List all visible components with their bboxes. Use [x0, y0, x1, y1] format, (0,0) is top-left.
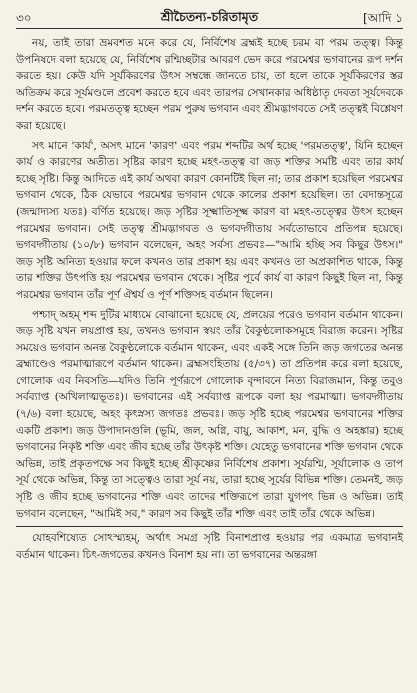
paragraph-4: যোহবশিষ্যেত সোঽস্ম্যহম্, অর্থাৎ সমগ্র সৃষ্টি বিনাশপ্রাপ্ত হওয়ার পর একমাত্র ভগবানই বর্তমান থাকেন। চিৎ-জগতের কখনও বিনাশ হয় না। তা ভগবানের অন্তরঙ্গা: [16, 532, 403, 561]
chapter-label: [আদি ১: [362, 11, 403, 25]
page-header: [16, 6, 403, 29]
page-body: [16, 35, 403, 563]
section-divider: [16, 526, 403, 527]
page-number: ৩০: [16, 11, 32, 25]
book-title: শ্রীচৈতন্য-চরিতামৃত: [160, 9, 259, 24]
paragraph-2: সৎ মানে 'কার্য', অসৎ মানে 'কারণ' এবং পরম শব্দটির অর্থ হচ্ছে 'পরমতত্ত্ব', যিনি হচ্ছেন কার্য ও কারণের অতীত। সৃষ্টির কারণ হচ্ছে মহৎ-তত্ত্ব বা জড় শক্তির সমষ্টি এবং তার কার্য হচ্ছে সৃষ্টি। কিন্তু আদিতে এই কার্য অথবা কারণ কোনটিই ছিল না; তার প্রকাশ হয়েছিল পরমেশ্বর ভগবান থেকে, ঠিক যেভাবে পরমেশ্বর ভগবান থেকে কালের প্রকাশ হয়েছিল। তা বেদান্তসূত্রে (জন্মাদ্যস্য যতঃ) বর্ণিত হয়েছে। জড় সৃষ্টির সূক্ষ্মাতিসূক্ষ্ম কারণ বা মহৎ-তত্ত্বের উৎস হচ্ছেন পরমেশ্বর ভগবান। সেই তত্ত্ব শ্রীমদ্ভাগবত ও ভগবদ্গীতায় সর্বতোভাবে প্রতিপন্ন হয়েছে। ভগবদ্গীতায় (১০/৮) ভগবান বলেছেন, অহং সর্বস্য প্রভবঃ—"আমি হচ্ছি সব কিছুর উৎস।" জড় সৃষ্টি অনিত্য হওয়ার ফলে কখনও তার প্রকাশ হয় এবং কখনও তা অপ্রকাশিত থাকে, কিন্তু তার শক্তির উৎপত্তি হয় পরমেশ্বর ভগবান থেকে। সৃষ্টির পূর্বে কার্য বা কারণ কিছুই ছিল না, কিন্তু পরমেশ্বর ভগবান তাঁর পূর্ণ ঐশ্বর্য ও পূর্ণ শক্তিসহ বর্তমান ছিলেন।: [16, 139, 403, 301]
paragraph-1: নয়, তাই তারা ভ্রমবশত মনে করে যে, নির্বিশেষ ব্রহ্মই হচ্ছে চরম বা পরম তত্ত্ব। কিন্তু উপনিষদে বলা হয়েছে যে, নির্বিশেষ রশ্মিচ্ছটার আবরণ ভেদ করে পরমেশ্বর ভগবানের রূপ দর্শন করতে হয়। কেউ যদি সূর্যকিরণের উৎস সম্বন্ধে জানতে চায়, তা হলে তাকে সূর্যকিরণের স্তর অতিক্রম করে সূর্যমণ্ডলে প্রবেশ করতে হবে এবং তারপর সেখানকার অধিষ্ঠাতৃ দেবতা সূর্যদেবকে দর্শন করতে হবে। পরমতত্ত্ব হচ্ছেন পরম পুরুষ ভগবান এবং শ্রীমদ্ভাগবতে সেই তত্ত্বই বিশ্লেষণ করা হয়েছে।: [16, 37, 403, 132]
paragraph-3: পশ্চাদ্ অহম্ শব্দ দুটির মাধ্যমে বোঝানো হয়েছে যে, প্রলয়ের পরেও ভগবান বর্তমান থাকেন। জড় সৃষ্টি যখন লয়প্রাপ্ত হয়, তখনও ভগবান স্বয়ং তাঁর বৈকুণ্ঠলোকসমূহে বিরাজ করেন। সৃষ্টির সময়েও ভগবান অনন্ত বৈকুণ্ঠলোকে বর্তমান থাকেন, এবং একই সঙ্গে তিনি জড় জগতের অনন্ত ব্রহ্মাণ্ডেও পরমাত্মারূপে বর্তমান থাকেন। ব্রহ্মসংহিতায় (৫/৩৭) তা প্রতিপন্ন করে বলা হয়েছে, গোলোক এব নিবসতি—যদিও তিনি পূর্ণরূপে গোলোক বৃন্দাবনে নিত্য বিরাজমান, কিন্তু তবুও সর্বব্যাপ্ত (অখিলাত্মভূতঃ)। ভগবানের এই সর্বব্যাপ্ত রূপকে বলা হয় পরমাত্মা। ভগবদ্গীতায় (৭/৬) বলা হয়েছে, অহং কৃৎস্নস্য জগতঃ প্রভবঃ। জড় সৃষ্টি হচ্ছে পরমেশ্বর ভগবানের শক্তির একটি প্রকাশ। জড় উপাদানগুলি (ভূমি, জল, অগ্নি, বায়ু, আকাশ, মন, বুদ্ধি ও অহঙ্কার) হচ্ছে ভগবানের নিকৃষ্ট শক্তি এবং জীব হচ্ছে তাঁর উৎকৃষ্ট শক্তি। যেহেতু ভগবানের শক্তি ভগবান থেকে অভিন্ন, তাই প্রকৃতপক্ষে সব কিছুই হচ্ছে শ্রীকৃষ্ণের নির্বিশেষ প্রকাশ। সূর্যরশ্মি, সূর্যালোক ও তাপ সূর্য থেকে অভিন্ন, কিন্তু তা সত্ত্বেও তারা সূর্য নয়, তারা হচ্ছে সূর্যের বিভিন্ন শক্তি। তেমনই, জড় সৃষ্টি ও জীব হচ্ছে ভগবানের শক্তি এবং তাদের শক্তিরূপে তারা যুগপৎ ভিন্ন ও অভিন্ন। তাই ভগবান বলেছেন, "আমিই সব," কারণ সব কিছুই তাঁর শক্তি এবং তাই তাঁর থেকে অভিন্ন।: [16, 308, 403, 520]
